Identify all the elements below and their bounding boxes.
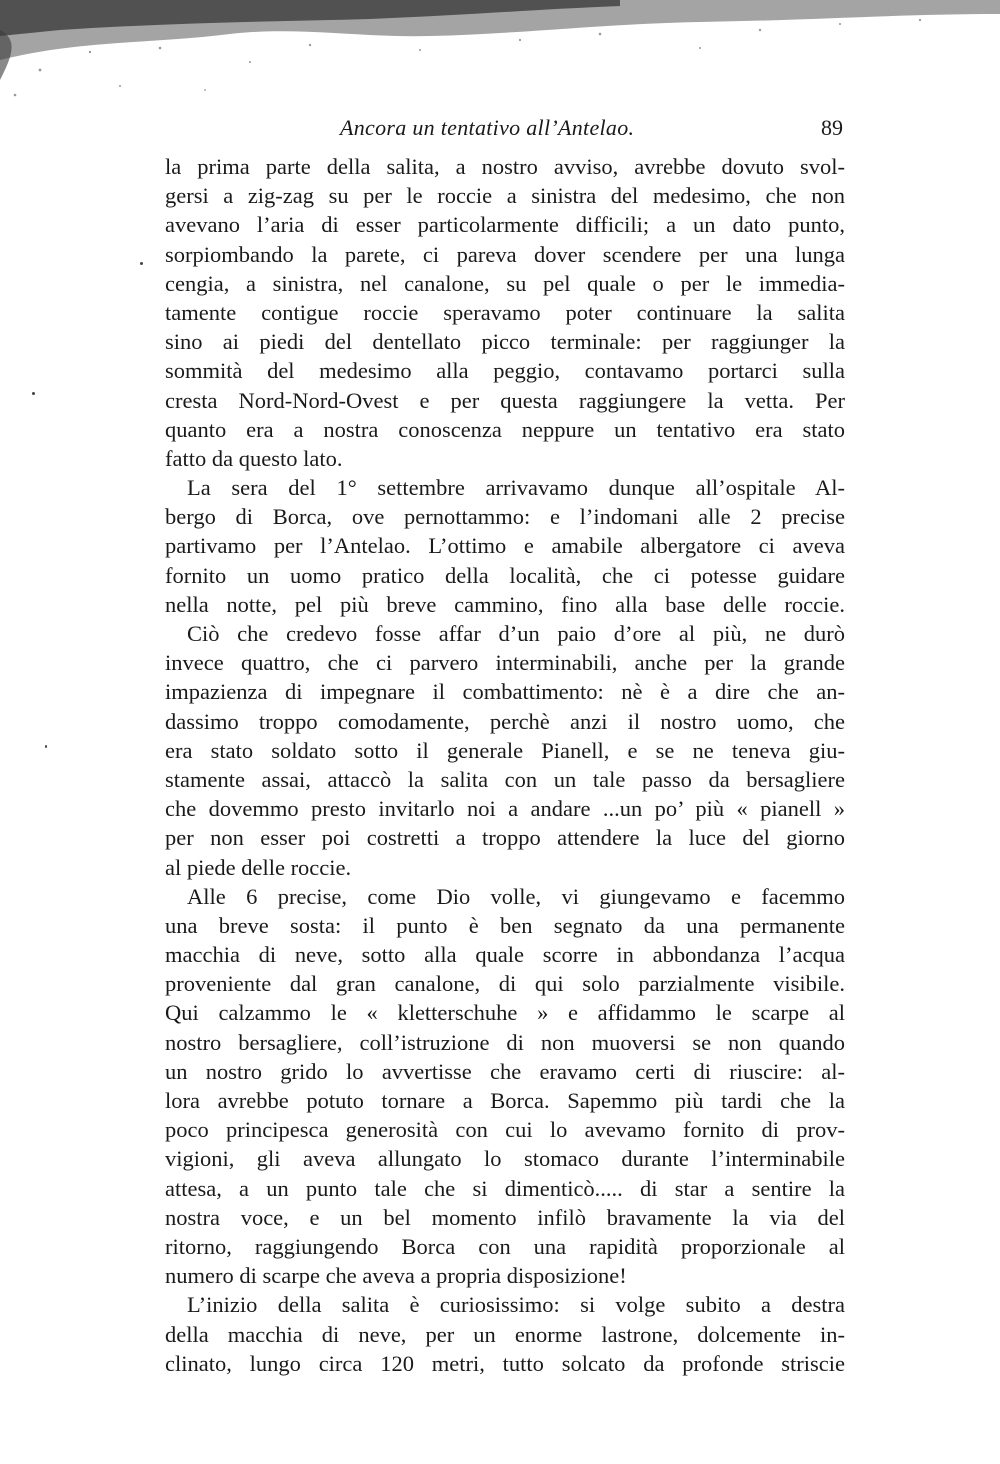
text-line: impazienza di impegnare il combattimento: nè è a dire che an- (165, 679, 845, 705)
text-line: gersi a zig-zag su per le roccie a sinistra del medesimo, che non (165, 183, 845, 209)
text-line: La sera del 1° settembre arrivavamo dunque all’ospitale Al- (187, 475, 845, 501)
text-line: sommità del medesimo alla peggio, contavamo portarci sulla (165, 358, 845, 384)
text-line: attesa, a un punto tale che si dimenticò..... di star a sentire la (165, 1175, 845, 1201)
text-line: tamente contigue roccie speravamo poter continuare la salita (165, 299, 845, 325)
text-line: clinato, lungo circa 120 metri, tutto solcato da profonde striscie (165, 1350, 845, 1376)
text-line: vigioni, gli aveva allungato lo stomaco durante l’interminabile (165, 1146, 845, 1172)
text-line: per non esser poi costretti a troppo attendere la luce del giorno (165, 825, 845, 851)
text-line: sorpiombando la parete, ci pareva dover scendere per una lunga (165, 241, 845, 267)
text-line: nella notte, pel più breve cammino, fino alla base delle roccie. (165, 591, 845, 617)
text-line: proveniente dal gran canalone, di qui solo parzialmente visibile. (165, 971, 845, 997)
text-line: bergo di Borca, ove pernottammo: e l’indomani alle 2 precise (165, 504, 845, 530)
text-line: L’inizio della salita è curiosissimo: si volge subito a destra (187, 1292, 845, 1318)
text-line: era stato soldato sotto il generale Pianell, e se ne teneva giu- (165, 737, 845, 763)
running-head (165, 113, 845, 143)
text-line: al piede delle roccie. (165, 854, 352, 880)
text-line: lora avrebbe potuto tornare a Borca. Sapemmo più tardi che la (165, 1088, 845, 1113)
text-line: invece quattro, che ci parvero interminabili, anche per la grande (165, 650, 845, 676)
text-line: nostra voce, e un bel momento infilò bravamente la via del (165, 1204, 845, 1230)
text-line: un nostro grido lo avvertisse che eravamo certi di riuscire: al- (165, 1058, 845, 1084)
text-line: della macchia di neve, per un enorme lastrone, dolcemente in- (165, 1321, 845, 1347)
text-line: che dovemmo presto invitarlo noi a andare ...un po’ più « pianell » (165, 796, 845, 822)
text-line: fatto da questo lato. (165, 445, 343, 471)
margin-speck (32, 392, 35, 395)
text-line: stamente assai, attaccò la salita con un tale passo da bersagliere (165, 766, 845, 792)
text-line: cengia, a sinistra, nel canalone, su pel quale o per le immedia- (165, 270, 845, 296)
text-line: dassimo troppo comodamente, perchè anzi il nostro uomo, che (165, 708, 845, 734)
text-line: Alle 6 precise, come Dio volle, vi giungevamo e facemmo (187, 883, 845, 909)
text-line: fornito un uomo pratico della località, che ci potesse guidare (165, 562, 845, 588)
text-line: la prima parte della salita, a nostro avviso, avrebbe dovuto svol- (165, 154, 845, 179)
text-line: ritorno, raggiungendo Borca con una rapidità proporzionale al (165, 1233, 845, 1259)
text-line: una breve sosta: il punto è ben segnato da una permanente (165, 912, 845, 938)
text-line: partivamo per l’Antelao. L’ottimo e amabile albergatore ci aveva (165, 533, 845, 559)
body-text (165, 152, 845, 1378)
text-line: numero di scarpe che aveva a propria disposizione! (165, 1263, 627, 1289)
text-line: Ciò che credevo fosse affar d’un paio d’ore al più, ne durò (187, 621, 845, 646)
page-number: 89 (821, 115, 843, 140)
text-line: poco principesca generosità con cui lo avevamo fornito di prov- (165, 1117, 845, 1143)
running-title: Ancora un tentativo all’Antelao. (340, 115, 635, 140)
text-line: quanto era a nostra conoscenza neppure un tentativo era stato (165, 416, 845, 442)
margin-speck (45, 745, 47, 748)
margin-speck (140, 262, 143, 265)
text-line: nostro bersagliere, coll’istruzione di non muoversi se non quando (165, 1029, 845, 1055)
text-line: macchia di neve, sotto alla quale scorre in abbondanza l’acqua (165, 942, 845, 968)
scan-noise (0, 0, 1000, 110)
text-line: cresta Nord-Nord-Ovest e per questa raggiungere la vetta. Per (165, 387, 845, 413)
text-line: avevano l’aria di esser particolarmente difficili; a un dato punto, (165, 212, 845, 238)
text-line: sino ai piedi del dentellato picco terminale: per raggiunger la (165, 329, 845, 355)
text-line: Qui calzammo le « kletterschuhe » e affidammo le scarpe al (165, 1000, 845, 1026)
